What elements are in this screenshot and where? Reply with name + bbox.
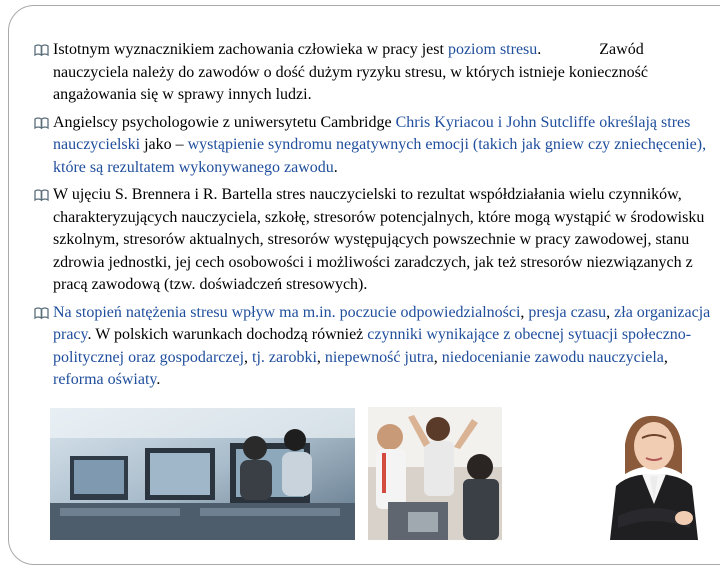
text-segment: Zawód: [599, 41, 644, 58]
text-segment-highlight: niepewność jutra: [324, 348, 434, 366]
text-segment: . W polskich warunkach dochodzą również: [87, 326, 368, 343]
text-segment-highlight: Chris Kyriacou i John Sutcliffe: [395, 113, 596, 131]
bullet-2: [34, 112, 720, 180]
text-segment-highlight: czynniki wynikające z obecnej sytuacji społeczno-politycznej oraz gospodarczej: [53, 326, 692, 366]
text-segment: ,: [606, 303, 615, 321]
text-segment: ,: [433, 348, 442, 366]
text-segment-highlight: określają stres nauczycielski: [53, 113, 691, 153]
text-segment-highlight: presja czasu: [528, 303, 607, 321]
text-segment-highlight: poczucie odpowiedzialności: [339, 303, 521, 321]
text-segment: .: [333, 158, 338, 176]
businesswoman-photo: [580, 404, 720, 540]
text-segment-highlight: wystąpienie syndromu negatywnych emocji (takich jak gniew czy zniechęcenie), które są rezultatem wykonywanego zawodu: [53, 136, 707, 176]
text-segment-highlight: niedocenianie zawodu nauczyciela: [441, 348, 664, 366]
bullet-1-line-1: [53, 39, 720, 62]
team-celebration-photo: [368, 407, 502, 540]
text-segment-highlight: zła organizacja pracy: [53, 303, 711, 343]
book-bullet-icon: [34, 116, 49, 130]
bullet-1-line-3: angażowania się w sprawy innych ludzi.: [53, 86, 312, 103]
text-segment: .: [156, 371, 161, 388]
text-segment-highlight: poziom stresu: [447, 41, 538, 58]
book-bullet-icon: [34, 188, 49, 202]
book-bullet-icon: [34, 43, 49, 57]
bullet-1: [34, 39, 720, 107]
text-segment: Istotnym wyznacznikiem zachowania człowieka w pracy jest: [53, 41, 448, 58]
text-segment: ,: [520, 303, 529, 321]
bullet-3: [34, 184, 720, 297]
text-segment: W ujęciu S. Brennera i R. Bartella stres nauczycielski to rezultat współdziałania wielu czynników, charakteryzujących nauczyciela, szkołę, stresorów potencjalnych, które mogą wystąpić w środowisku szkolnym, stresorów aktualnych, stresorów występujących powszechnie w pracy zawodowej, stanu zdrowia jednostki, jej cech osobowości i możliwości zaradczych, jak też stresorów niezwiązanych z pracą zawodową (tzw. doświadczeń stresowych).: [53, 186, 705, 293]
text-segment-highlight: tj. zarobki: [252, 348, 317, 366]
text-segment: .: [537, 41, 542, 58]
bullet-1-line-2: nauczyciela należy do zawodów o dość dużym ryzyku stresu, w których istnieje konieczność: [53, 63, 648, 81]
office-workers-photo: [50, 408, 355, 540]
bullet-4: [34, 302, 720, 392]
text-segment-highlight: Na stopień natężenia stresu wpływ ma m.in.: [53, 303, 340, 321]
text-segment-highlight: reforma oświaty: [53, 371, 157, 388]
text-segment: jako –: [140, 136, 188, 153]
text-segment: ,: [663, 348, 668, 366]
text-segment: ,: [244, 348, 253, 366]
slide-content: [34, 39, 720, 397]
text-segment: Angielscy psychologowie z uniwersytetu Cambridge: [53, 113, 396, 131]
book-bullet-icon: [34, 306, 49, 320]
text-segment: ,: [316, 348, 325, 366]
